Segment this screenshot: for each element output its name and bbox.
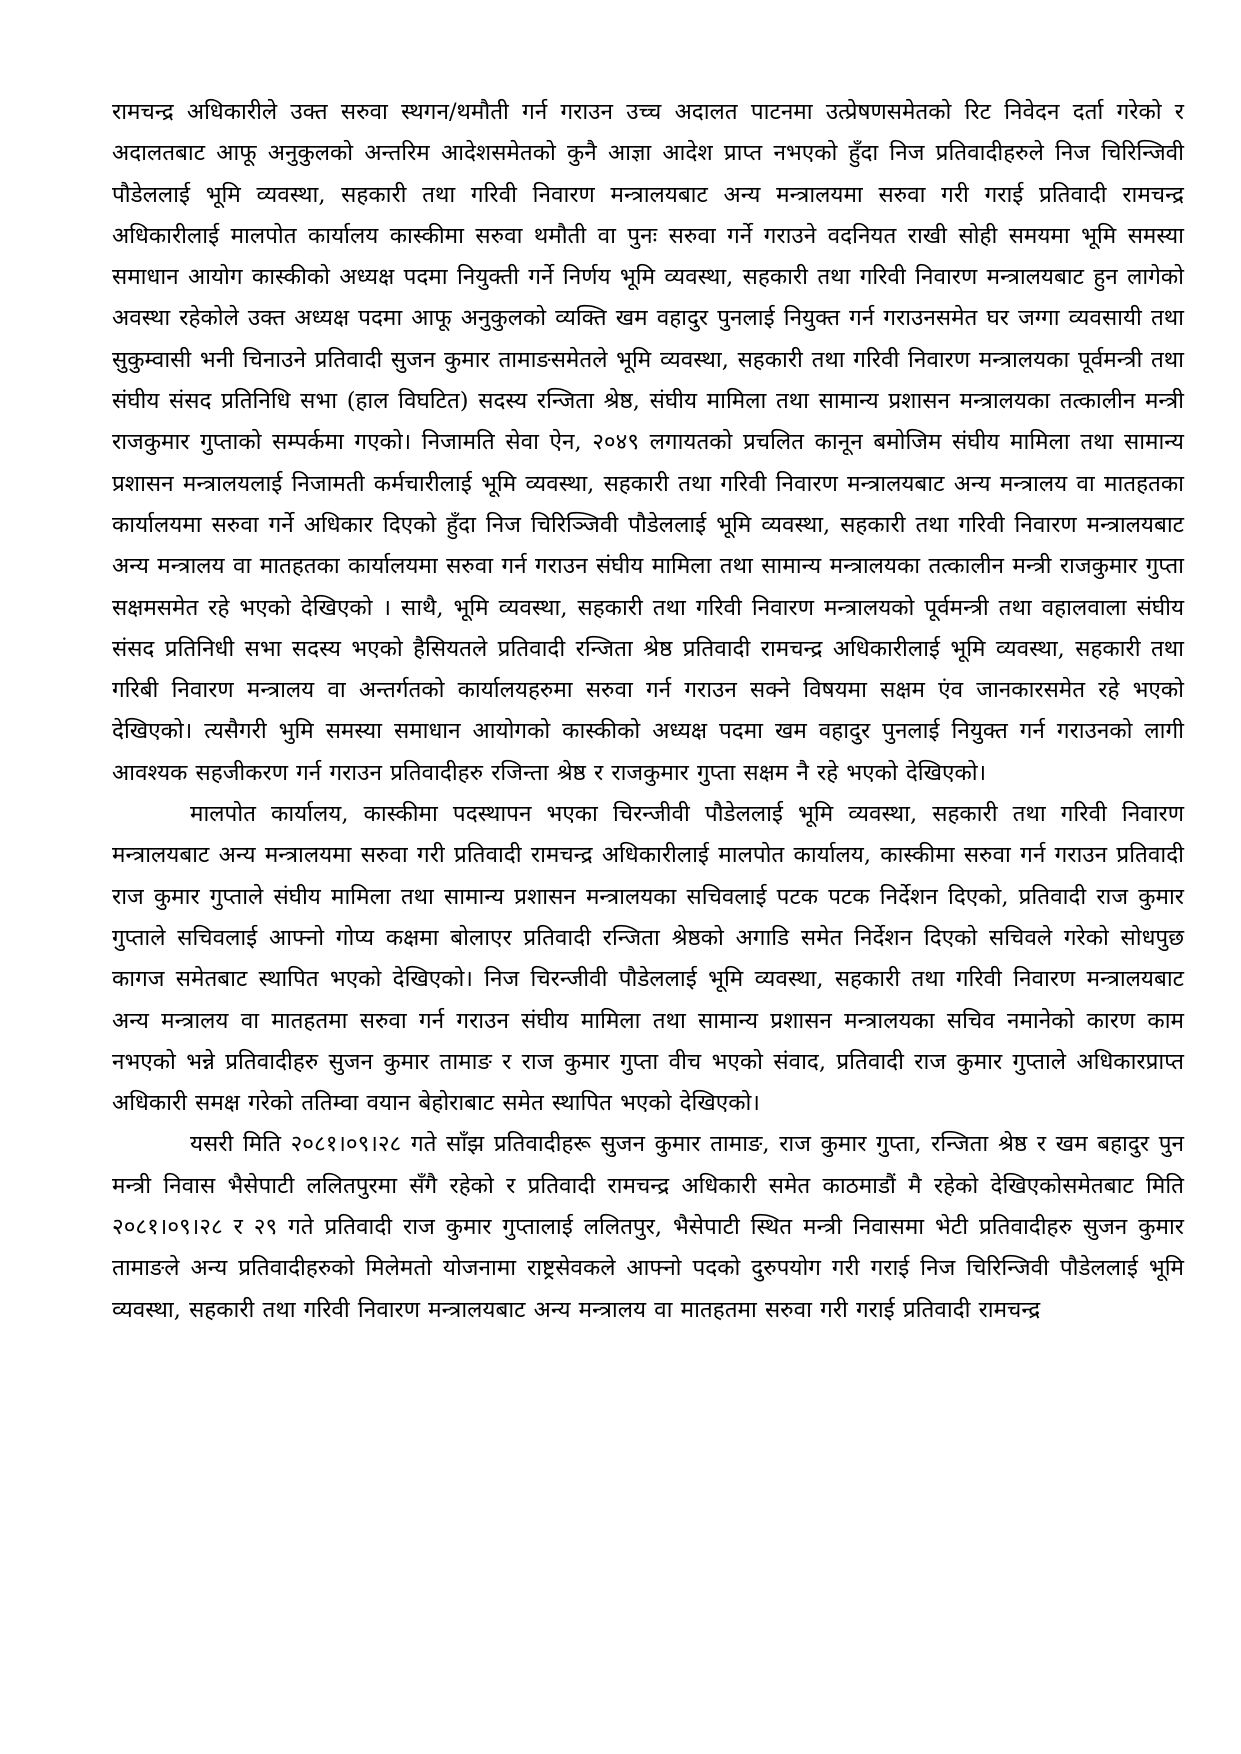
paragraph-malpot-office: मालपोत कार्यालय, कास्कीमा पदस्थापन भएका चिरन्जीवी पौडेललाई भूमि व्यवस्था, सहकारी तथा गरिवी निवारण मन्त्रालयबाट अन्य मन्त्रालयमा सरुवा गरी प्रतिवादी रामचन्द्र अधिकारीलाई मालपोत कार्यालय, कास्कीमा सरुवा गर्न गराउन प्रतिवादी राज कुमार गुप्ताले संघीय मामिला तथा सामान्य प्रशासन मन्त्रालयका सचिवलाई पटक पटक निर्देशन दिएको, प्रतिवादी राज कुमार गुप्ताले सचिवलाई आफ्नो गोप्य कक्षमा बोलाएर प्रतिवादी रन्जिता श्रेष्ठको अगाडि समेत निर्देशन दिएको सचिवले गरेको सोधपुछ कागज समेतबाट स्थापित भएको देखिएको। निज चिरन्जीवी पौडेललाई भूमि व्यवस्था, सहकारी तथा गरिवी निवारण मन्त्रालयबाट अन्य मन्त्रालय वा मातहतमा सरुवा गर्न गराउन संघीय मामिला तथा सामान्य प्रशासन मन्त्रालयका सचिव नमानेको कारण काम नभएको भन्ने प्रतिवादीहरु सुजन कुमार तामाङ र राज कुमार गुप्ता वीच भएको संवाद, प्रतिवादी राज कुमार गुप्ताले अधिकारप्राप्त अधिकारी समक्ष गरेको ततिम्वा वयान बेहोराबाट समेत स्थापित भएको देखिएको। <box>112 801 1184 1117</box>
paragraph-date-meeting: यसरी मिति २०८१।०९।२८ गते साँझ प्रतिवादीहरू सुजन कुमार तामाङ, राज कुमार गुप्ता, रन्जिता श्रेष्ठ र खम बहादुर पुन मन्त्री निवास भैसेपाटी ललितपुरमा सँगै रहेको र प्रतिवादी रामचन्द्र अधिकारी समेत काठमाडौं मै रहेको देखिएकोसमेतबाट मिति २०८१।०९।२८ र २९ गते प्रतिवादी राज कुमार गुप्तालाई ललितपुर, भैसेपाटी स्थित मन्त्री निवासमा भेटी प्रतिवादीहरु सुजन कुमार तामाङले अन्य प्रतिवादीहरुको मिलेमतो योजनामा राष्ट्रसेवकले आफ्नो पदको दुरुपयोग गरी गराई निज चिरिन्जिवी पौडेललाई भूमि व्यवस्था, सहकारी तथा गरिवी निवारण मन्त्रालयबाट अन्य मन्त्रालय वा मातहतमा सरुवा गरी गराई प्रतिवादी रामचन्द्र <box>112 1131 1184 1323</box>
paragraph-continued: रामचन्द्र अधिकारीले उक्त सरुवा स्थगन/थमौती गर्न गराउन उच्च अदालत पाटनमा उत्प्रेषणसमेतको रिट निवेदन दर्ता गरेको र अदालतबाट आफू अनुकुलको अन्तरिम आदेशसमेतको कुनै आज्ञा आदेश प्राप्त नभएको हुँदा निज प्रतिवादीहरुले निज चिरिन्जिवी पौडेललाई भूमि व्यवस्था, सहकारी तथा गरिवी निवारण मन्त्रालयबाट अन्य मन्त्रालयमा सरुवा गरी गराई प्रतिवादी रामचन्द्र अधिकारीलाई मालपोत कार्यालय कास्कीमा सरुवा थमौती वा पुनः सरुवा गर्ने गराउने वदनियत राखी सोही समयमा भूमि समस्या समाधान आयोग कास्कीको अध्यक्ष पदमा नियुक्ती गर्ने निर्णय भूमि व्यवस्था, सहकारी तथा गरिवी निवारण मन्त्रालयबाट हुन लागेको अवस्था रहेकोले उक्त अध्यक्ष पदमा आफू अनुकुलको व्यक्ति खम वहादुर पुनलाई नियुक्त गर्न गराउनसमेत घर जग्गा व्यवसायी तथा सुकुम्वासी भनी चिनाउने प्रतिवादी सुजन कुमार तामाङसमेतले भूमि व्यवस्था, सहकारी तथा गरिवी निवारण मन्त्रालयका पूर्वमन्त्री तथा संघीय संसद प्रतिनिधि सभा (हाल विघटित) सदस्य रन्जिता श्रेष्ठ, संघीय मामिला तथा सामान्य प्रशासन मन्त्रालयका तत्कालीन मन्त्री राजकुमार गुप्ताको सम्पर्कमा गएको। निजामति सेवा ऐन, २०४९ लगायतको प्रचलित कानून बमोजिम संघीय मामिला तथा सामान्य प्रशासन मन्त्रालयलाई निजामती कर्मचारीलाई भूमि व्यवस्था, सहकारी तथा गरिवी निवारण मन्त्रालयबाट अन्य मन्त्रालय वा मातहतका कार्यालयमा सरुवा गर्ने अधिकार दिएको हुँदा निज चिरिञ्जिवी पौडेललाई भूमि व्यवस्था, सहकारी तथा गरिवी निवारण मन्त्रालयबाट अन्य मन्त्रालय वा मातहतका कार्यालयमा सरुवा गर्न गराउन संघीय मामिला तथा सामान्य मन्त्रालयका तत्कालीन मन्त्री राजकुमार गुप्ता सक्षमसमेत रहे भएको देखिएको । साथै, भूमि व्यवस्था, सहकारी तथा गरिवी निवारण मन्त्रालयको पूर्वमन्त्री तथा वहालवाला संघीय संसद प्रतिनिधी सभा सदस्य भएको हैसियतले प्रतिवादी रन्जिता श्रेष्ठ प्रतिवादी रामचन्द्र अधिकारीलाई भूमि व्यवस्था, सहकारी तथा गरिबी निवारण मन्त्रालय वा अन्तर्गतको कार्यालयहरुमा सरुवा गर्न गराउन सक्ने विषयमा सक्षम एंव जानकारसमेत रहे भएको देखिएको। त्यसैगरी भुमि समस्या समाधान आयोगको कास्कीको अध्यक्ष पदमा खम वहादुर पुनलाई नियुक्त गर्न गराउनको लागी आवश्यक सहजीकरण गर्न गराउन प्रतिवादीहरु रजिन्ता श्रेष्ठ र राजकुमार गुप्ता सक्षम नै रहे भएको देखिएको। <box>112 99 1184 786</box>
document-page <box>112 92 1184 1331</box>
